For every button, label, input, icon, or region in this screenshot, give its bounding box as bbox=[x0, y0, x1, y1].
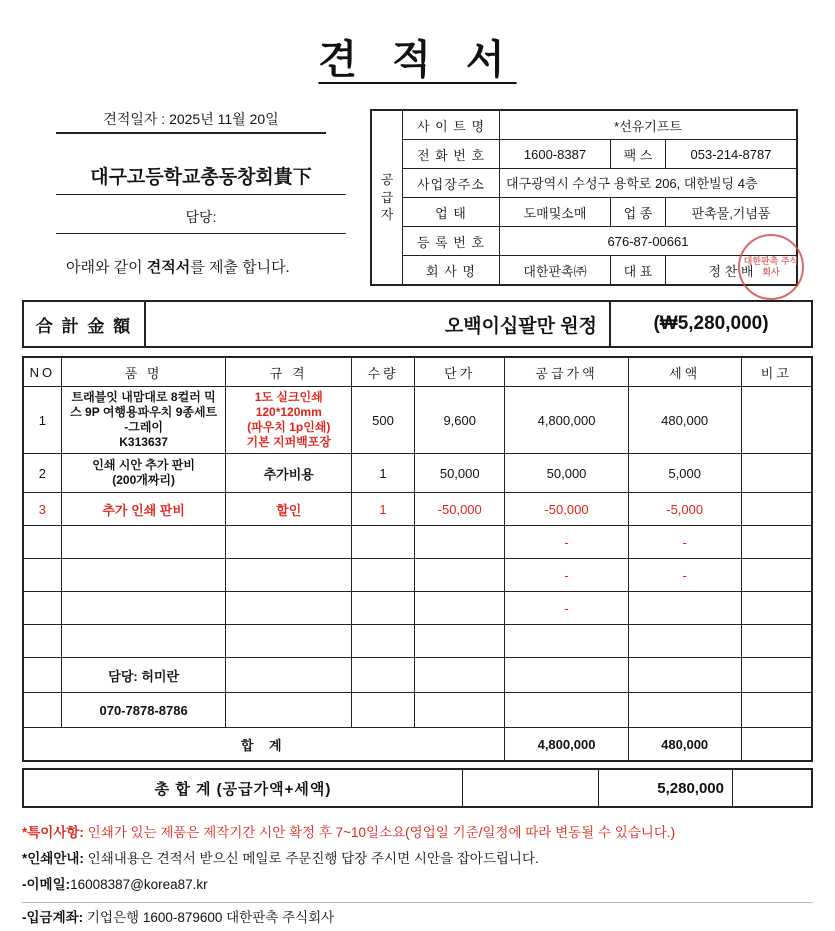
grand-total-spacer bbox=[463, 770, 599, 806]
note-print-text: 인쇄내용은 견적서 받으신 메일로 주문진행 답장 주시면 시안을 잡아드립니다. bbox=[83, 851, 539, 866]
contact2-qty bbox=[351, 693, 414, 728]
blank4-unit-price bbox=[415, 625, 505, 658]
submit-note bbox=[56, 256, 362, 277]
row1-supply: 4,800,000 bbox=[505, 387, 628, 454]
note-email bbox=[22, 872, 813, 898]
total-amount-label: 合 計 金 額 bbox=[24, 302, 146, 346]
note-bank-lead: -입금계좌: bbox=[22, 910, 84, 925]
blank3-unit-price bbox=[415, 592, 505, 625]
blank1-supply: - bbox=[505, 526, 628, 559]
row2-tax: 5,000 bbox=[628, 454, 741, 493]
supplier-label-fax: 팩 스 bbox=[611, 140, 666, 169]
header-left-block bbox=[22, 109, 362, 277]
header-region bbox=[22, 109, 813, 286]
submit-note-suffix: 를 제출 합니다. bbox=[190, 259, 290, 276]
company-stamp-text: 대한판촉 주식회사 bbox=[743, 256, 799, 277]
supplier-value-regnum: 676-87-00661 bbox=[500, 227, 798, 256]
blank4-tax bbox=[628, 625, 741, 658]
table-row-subtotal bbox=[23, 728, 812, 762]
supplier-row-regnum bbox=[371, 227, 797, 256]
supplier-row-site bbox=[371, 110, 797, 140]
header-note: 비고 bbox=[741, 357, 812, 387]
table-row bbox=[23, 592, 812, 625]
grand-total-note bbox=[733, 770, 811, 806]
supplier-vertical-label: 공 급 자 bbox=[371, 110, 403, 285]
supplier-label-company: 회 사 명 bbox=[403, 256, 500, 286]
supplier-value-address: 대구광역시 수성구 용학로 206, 대한빌딩 4층 bbox=[500, 169, 798, 198]
blank3-name bbox=[61, 592, 226, 625]
note-bank bbox=[22, 905, 813, 931]
supplier-value-site: *선유기프트 bbox=[500, 110, 798, 140]
contact2-spec bbox=[226, 693, 351, 728]
supplier-value-fax: 053-214-8787 bbox=[666, 140, 798, 169]
header-tax: 세액 bbox=[628, 357, 741, 387]
row2-spec: 추가비용 bbox=[226, 454, 351, 493]
blank4-spec bbox=[226, 625, 351, 658]
blank4-qty bbox=[351, 625, 414, 658]
row1-qty: 500 bbox=[351, 387, 414, 454]
contact2-no bbox=[23, 693, 61, 728]
blank2-unit-price bbox=[415, 559, 505, 592]
blank2-supply: - bbox=[505, 559, 628, 592]
header-qty: 수량 bbox=[351, 357, 414, 387]
supplier-row-address bbox=[371, 169, 797, 198]
header-supply: 공급가액 bbox=[505, 357, 628, 387]
blank3-qty bbox=[351, 592, 414, 625]
items-table bbox=[22, 356, 813, 762]
blank4-no bbox=[23, 625, 61, 658]
row1-name-line2: 스 9P 여행용파우치 9종세트 bbox=[70, 405, 218, 419]
contact2-tax bbox=[628, 693, 741, 728]
table-row bbox=[23, 559, 812, 592]
blank3-note bbox=[741, 592, 812, 625]
blank2-no bbox=[23, 559, 61, 592]
supplier-info-block bbox=[370, 109, 798, 286]
grand-total-value: 5,280,000 bbox=[599, 770, 733, 806]
note-email-text: 16008387@korea87.kr bbox=[70, 877, 208, 892]
row3-tax: -5,000 bbox=[628, 493, 741, 526]
table-header-row bbox=[23, 357, 812, 387]
total-amount-box bbox=[22, 300, 813, 348]
subtotal-label: 합 계 bbox=[23, 728, 505, 762]
note-special-lead: *특이사항: bbox=[22, 825, 84, 840]
contact1-qty bbox=[351, 658, 414, 693]
row2-name-line2: (200개짜리) bbox=[112, 473, 176, 487]
contact2-supply bbox=[505, 693, 628, 728]
row2-note bbox=[741, 454, 812, 493]
supplier-label-site: 사 이 트 명 bbox=[403, 110, 500, 140]
supplier-row-business-type bbox=[371, 198, 797, 227]
note-print-lead: *인쇄안내: bbox=[22, 851, 84, 866]
blank1-note bbox=[741, 526, 812, 559]
blank2-qty bbox=[351, 559, 414, 592]
notes-divider bbox=[22, 902, 813, 903]
contact1-no bbox=[23, 658, 61, 693]
table-row bbox=[23, 625, 812, 658]
total-amount-korean: 오백이십팔만 원정 bbox=[146, 302, 611, 346]
supplier-value-company: 대한판촉㈜ bbox=[500, 256, 611, 286]
blank2-name bbox=[61, 559, 226, 592]
row3-note bbox=[741, 493, 812, 526]
row1-no: 1 bbox=[23, 387, 61, 454]
header-unit-price: 단가 bbox=[415, 357, 505, 387]
row1-name-line4: K313637 bbox=[119, 435, 168, 449]
supplier-value-business-type: 도매및소매 bbox=[500, 198, 611, 227]
blank2-tax: - bbox=[628, 559, 741, 592]
row1-spec-line4: 기본 지퍼백포장 bbox=[246, 435, 331, 449]
supplier-label-regnum: 등 록 번 호 bbox=[403, 227, 500, 256]
total-amount-numeric: (₩5,280,000) bbox=[653, 313, 769, 334]
blank1-no bbox=[23, 526, 61, 559]
row3-spec: 할인 bbox=[226, 493, 351, 526]
note-print bbox=[22, 846, 813, 872]
row3-name: 추가 인쇄 판비 bbox=[61, 493, 226, 526]
contact-phone: 070-7878-8786 bbox=[61, 693, 226, 728]
submit-note-prefix: 아래와 같이 bbox=[66, 259, 147, 276]
table-row bbox=[23, 526, 812, 559]
row1-spec-line1: 1도 실크인쇄 bbox=[254, 390, 323, 404]
blank4-supply bbox=[505, 625, 628, 658]
row3-unit-price: -50,000 bbox=[415, 493, 505, 526]
table-row-contact-phone bbox=[23, 693, 812, 728]
contact1-note bbox=[741, 658, 812, 693]
grand-total-label: 총 합 계 (공급가액+세액) bbox=[24, 770, 463, 806]
blank3-tax bbox=[628, 592, 741, 625]
row1-name-line1: 트래블잇 내맘대로 8컬러 믹 bbox=[71, 390, 216, 404]
supplier-value-industry: 판촉물,기념품 bbox=[666, 198, 798, 227]
row3-qty: 1 bbox=[351, 493, 414, 526]
supplier-label-phone: 전 화 번 호 bbox=[403, 140, 500, 169]
blank4-name bbox=[61, 625, 226, 658]
supplier-label-ceo: 대 표 bbox=[611, 256, 666, 286]
row1-unit-price: 9,600 bbox=[415, 387, 505, 454]
contact2-note bbox=[741, 693, 812, 728]
subtotal-note bbox=[741, 728, 812, 762]
submit-note-bold: 견적서 bbox=[146, 259, 191, 276]
blank3-no bbox=[23, 592, 61, 625]
subtotal-tax: 480,000 bbox=[628, 728, 741, 762]
row2-supply: 50,000 bbox=[505, 454, 628, 493]
blank3-supply: - bbox=[505, 592, 628, 625]
row1-spec-line2: 120*120mm bbox=[255, 405, 322, 419]
supplier-row-phone bbox=[371, 140, 797, 169]
supplier-value-phone: 1600-8387 bbox=[500, 140, 611, 169]
row2-unit-price: 50,000 bbox=[415, 454, 505, 493]
blank3-spec bbox=[226, 592, 351, 625]
header-no: NO bbox=[23, 357, 61, 387]
blank2-note bbox=[741, 559, 812, 592]
row1-spec bbox=[226, 387, 351, 454]
row1-note bbox=[741, 387, 812, 454]
contact1-supply bbox=[505, 658, 628, 693]
client-charge: 담당: bbox=[56, 207, 346, 234]
blank1-spec bbox=[226, 526, 351, 559]
blank4-note bbox=[741, 625, 812, 658]
row2-name-line1: 인쇄 시안 추가 판비 bbox=[92, 458, 195, 472]
note-special bbox=[22, 820, 813, 846]
contact2-unit-price bbox=[415, 693, 505, 728]
row2-no: 2 bbox=[23, 454, 61, 493]
table-row bbox=[23, 454, 812, 493]
company-stamp bbox=[738, 234, 804, 300]
header-name: 품 명 bbox=[61, 357, 226, 387]
supplier-label-business-type: 업 태 bbox=[403, 198, 500, 227]
table-row bbox=[23, 387, 812, 454]
header-spec: 규 격 bbox=[226, 357, 351, 387]
note-email-lead: -이메일: bbox=[22, 877, 71, 892]
contact1-unit-price bbox=[415, 658, 505, 693]
row3-no: 3 bbox=[23, 493, 61, 526]
note-bank-text: 기업은행 1600-879600 대한판촉 주식회사 bbox=[83, 910, 335, 925]
blank1-qty bbox=[351, 526, 414, 559]
contact-person: 담당: 허미란 bbox=[61, 658, 226, 693]
table-row-contact-person bbox=[23, 658, 812, 693]
note-special-text: 인쇄가 있는 제품은 제작기간 시안 확정 후 7~10일소요(영업일 기준/일정에 따라 변동될 수 있습니다.) bbox=[83, 825, 676, 840]
supplier-label-address: 사업장주소 bbox=[403, 169, 500, 198]
row1-name bbox=[61, 387, 226, 454]
supplier-label-industry: 업 종 bbox=[611, 198, 666, 227]
table-row bbox=[23, 493, 812, 526]
blank1-unit-price bbox=[415, 526, 505, 559]
notes-section bbox=[22, 820, 813, 931]
row1-spec-line3: (파우치 1p인쇄) bbox=[247, 420, 331, 434]
subtotal-supply: 4,800,000 bbox=[505, 728, 628, 762]
page-title: 견 적 서 bbox=[318, 38, 517, 82]
supplier-table bbox=[370, 109, 798, 286]
row1-tax: 480,000 bbox=[628, 387, 741, 454]
blank1-tax: - bbox=[628, 526, 741, 559]
client-name: 대구고등학교총동창회貴下 bbox=[56, 162, 346, 195]
blank2-spec bbox=[226, 559, 351, 592]
quote-date: 견적일자 : 2025년 11월 20일 bbox=[56, 109, 326, 134]
row1-name-line3: -그레이 bbox=[124, 420, 164, 434]
grand-total-row bbox=[22, 768, 813, 808]
row3-supply: -50,000 bbox=[505, 493, 628, 526]
row2-name bbox=[61, 454, 226, 493]
blank1-name bbox=[61, 526, 226, 559]
row2-qty: 1 bbox=[351, 454, 414, 493]
supplier-value-ceo: 정 찬 배 bbox=[666, 256, 798, 286]
supplier-row-company bbox=[371, 256, 797, 286]
contact1-spec bbox=[226, 658, 351, 693]
contact1-tax bbox=[628, 658, 741, 693]
